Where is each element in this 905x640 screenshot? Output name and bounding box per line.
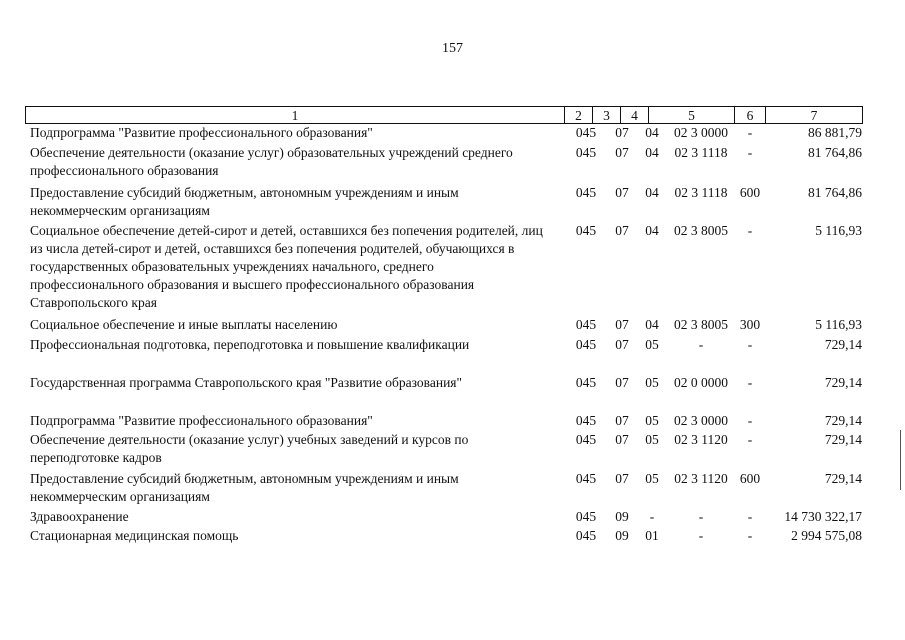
row-amount: 86 881,79 xyxy=(808,125,862,140)
row-target-article: 02 3 1120 xyxy=(674,432,728,447)
row-amount: 5 116,93 xyxy=(815,317,862,332)
row-section: 07 xyxy=(615,432,629,447)
row-amount: 729,14 xyxy=(824,375,862,390)
row-name: Предоставление субсидий бюджетным, автономным учреждениям и иным некоммерческим организациям xyxy=(30,471,459,504)
row-expense-type: - xyxy=(747,337,753,352)
row-amount: 5 116,93 xyxy=(815,223,862,238)
row-expense-type: - xyxy=(747,145,753,160)
row-section: 09 xyxy=(615,528,629,543)
row-subsection: 04 xyxy=(645,317,659,332)
row-admin-code: 045 xyxy=(575,375,597,390)
row-name: Подпрограмма "Развитие профессионального образования" xyxy=(30,413,373,428)
row-admin-code: 045 xyxy=(575,145,597,160)
row-section: 07 xyxy=(615,125,629,140)
row-section: 07 xyxy=(615,337,629,352)
row-section: 07 xyxy=(615,375,629,390)
row-amount: 14 730 322,17 xyxy=(784,509,862,524)
row-amount: 81 764,86 xyxy=(808,185,862,200)
row-amount: 729,14 xyxy=(824,413,862,428)
header-col-1: 1 xyxy=(25,106,565,124)
header-col-6: 6 xyxy=(734,106,766,124)
row-subsection: 05 xyxy=(645,471,659,486)
row-amount: 2 994 575,08 xyxy=(791,528,862,543)
row-target-article: 02 3 0000 xyxy=(674,413,728,428)
row-name: Подпрограмма "Развитие профессионального образования" xyxy=(30,125,373,140)
row-target-article: 02 3 0000 xyxy=(674,125,728,140)
row-subsection: 05 xyxy=(645,413,659,428)
page-number: 157 xyxy=(442,41,463,56)
row-section: 07 xyxy=(615,185,629,200)
row-name: Социальное обеспечение и иные выплаты населению xyxy=(30,317,338,332)
row-target-article: 02 3 8005 xyxy=(674,317,728,332)
row-section: 07 xyxy=(615,317,629,332)
row-subsection: 04 xyxy=(645,145,659,160)
row-amount: 729,14 xyxy=(824,337,862,352)
row-target-article: - xyxy=(698,528,704,543)
header-col-7: 7 xyxy=(765,106,863,124)
row-admin-code: 045 xyxy=(575,509,597,524)
row-expense-type: - xyxy=(747,375,753,390)
row-amount: 729,14 xyxy=(824,432,862,447)
row-target-article: 02 3 8005 xyxy=(674,223,728,238)
row-expense-type: - xyxy=(747,528,753,543)
row-target-article: 02 3 1120 xyxy=(674,471,728,486)
row-expense-type: 600 xyxy=(739,185,761,200)
row-admin-code: 045 xyxy=(575,185,597,200)
row-name: Стационарная медицинская помощь xyxy=(30,528,239,543)
row-expense-type: - xyxy=(747,413,753,428)
row-target-article: 02 3 1118 xyxy=(674,145,728,160)
scan-artifact-line xyxy=(900,430,901,490)
row-admin-code: 045 xyxy=(575,223,597,238)
row-expense-type: 300 xyxy=(739,317,761,332)
row-admin-code: 045 xyxy=(575,337,597,352)
row-name: Предоставление субсидий бюджетным, автономным учреждениям и иным некоммерческим организациям xyxy=(30,185,459,218)
row-expense-type: - xyxy=(747,509,753,524)
row-admin-code: 045 xyxy=(575,317,597,332)
row-expense-type: - xyxy=(747,125,753,140)
row-admin-code: 045 xyxy=(575,432,597,447)
row-subsection: 05 xyxy=(645,432,659,447)
row-subsection: 04 xyxy=(645,223,659,238)
row-subsection: 04 xyxy=(645,185,659,200)
row-section: 07 xyxy=(615,471,629,486)
row-name: Обеспечение деятельности (оказание услуг) образовательных учреждений среднего профессионального образования xyxy=(30,145,513,178)
row-subsection: 01 xyxy=(645,528,659,543)
row-name: Здравоохранение xyxy=(30,509,129,524)
row-section: 07 xyxy=(615,223,629,238)
header-col-5: 5 xyxy=(648,106,735,124)
row-target-article: - xyxy=(698,509,704,524)
row-target-article: 02 0 0000 xyxy=(674,375,728,390)
row-expense-type: - xyxy=(747,223,753,238)
row-subsection: 04 xyxy=(645,125,659,140)
row-subsection: 05 xyxy=(645,375,659,390)
row-name: Государственная программа Ставропольского края "Развитие образования" xyxy=(30,375,463,390)
row-expense-type: - xyxy=(747,432,753,447)
row-target-article: - xyxy=(698,337,704,352)
row-admin-code: 045 xyxy=(575,528,597,543)
row-section: 07 xyxy=(615,145,629,160)
row-name: Обеспечение деятельности (оказание услуг) учебных заведений и курсов по переподготовке кадров xyxy=(30,432,469,465)
row-section: 07 xyxy=(615,413,629,428)
row-subsection: - xyxy=(649,509,655,524)
row-amount: 81 764,86 xyxy=(808,145,862,160)
row-name: Профессиональная подготовка, переподготовка и повышение квалификации xyxy=(30,337,470,352)
row-section: 09 xyxy=(615,509,629,524)
row-expense-type: 600 xyxy=(739,471,761,486)
row-name: Социальное обеспечение детей-сирот и детей, оставшихся без попечения родителей, лиц из числа детей-сирот и детей, оставшихся без попечения родителей, обучающихся в государственных образовательных учреждениях начального, среднего профессионального образования и высшего профессионального образования Ставропольского края xyxy=(30,223,543,310)
header-col-3: 3 xyxy=(592,106,621,124)
row-target-article: 02 3 1118 xyxy=(674,185,728,200)
header-col-4: 4 xyxy=(620,106,649,124)
header-col-2: 2 xyxy=(564,106,593,124)
row-admin-code: 045 xyxy=(575,413,597,428)
row-admin-code: 045 xyxy=(575,125,597,140)
row-admin-code: 045 xyxy=(575,471,597,486)
row-amount: 729,14 xyxy=(824,471,862,486)
row-subsection: 05 xyxy=(645,337,659,352)
